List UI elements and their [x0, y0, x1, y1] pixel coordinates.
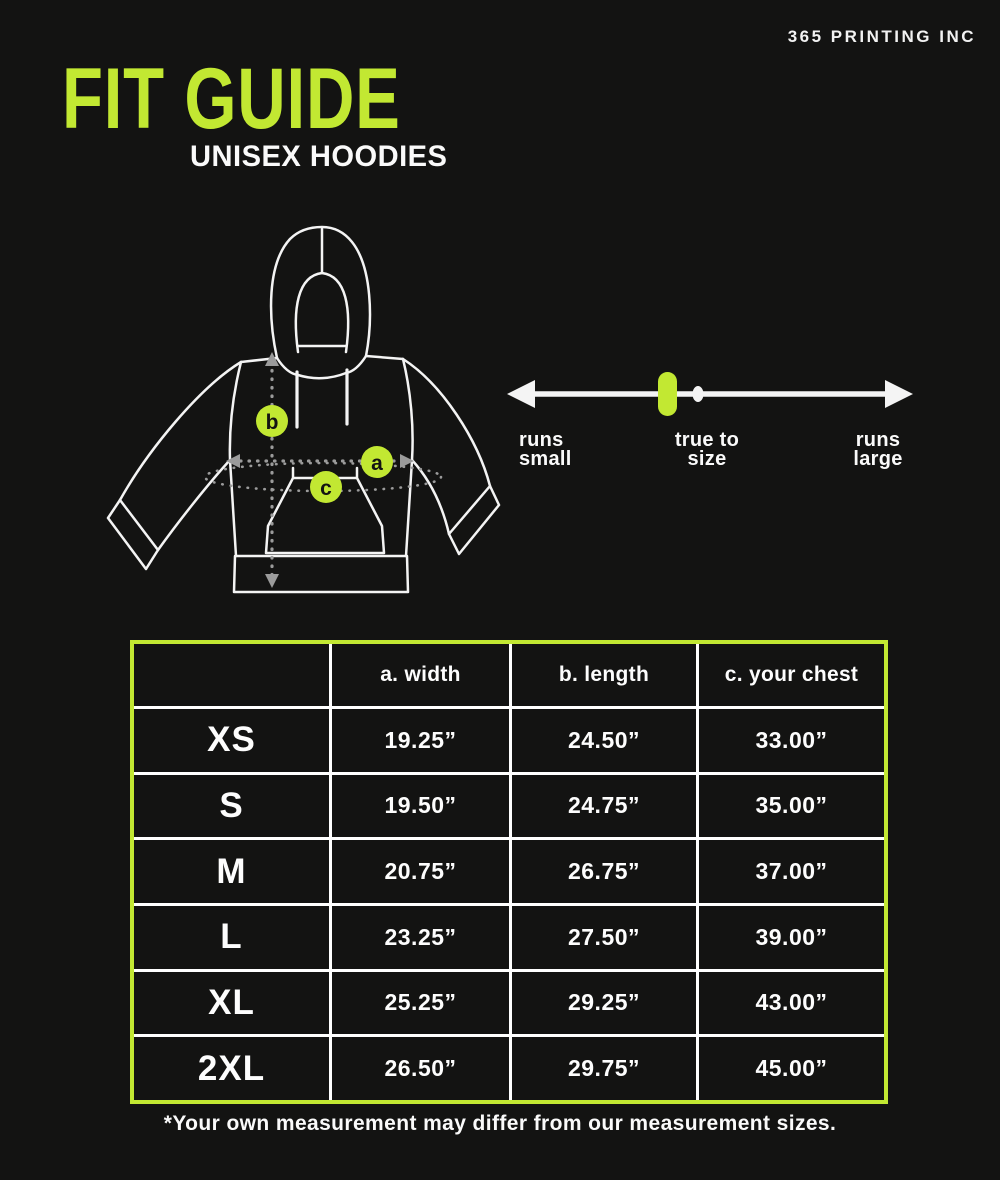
- waistband: [234, 556, 408, 592]
- label-line: large: [853, 448, 903, 470]
- fit-scale-label-runs-large: [803, 431, 953, 469]
- marker-a-letter: a: [371, 452, 383, 475]
- size-label: XL: [134, 972, 329, 1035]
- measurement-value: 33.00”: [699, 709, 884, 772]
- measurement-value: 29.75”: [512, 1037, 696, 1100]
- label-line: size: [687, 448, 727, 470]
- measurement-value: 26.50”: [332, 1037, 509, 1100]
- shoulder-right: [366, 356, 403, 359]
- size-label: XS: [134, 709, 329, 772]
- measurement-value: 24.50”: [512, 709, 696, 772]
- sleeve-left-outer: [120, 362, 241, 500]
- measurement-value: 25.25”: [332, 972, 509, 1035]
- size-label: 2XL: [134, 1037, 329, 1100]
- fit-scale-arrow: [505, 368, 915, 420]
- hood-inner: [296, 273, 348, 352]
- scale-arrow-right: [885, 380, 913, 408]
- neckline: [298, 373, 346, 378]
- cuff-left: [108, 500, 158, 569]
- fit-scale-label-true-to-size: [632, 431, 782, 469]
- label-line: runs: [855, 429, 901, 451]
- measurement-value: 35.00”: [699, 775, 884, 838]
- subtitle: UNISEX HOODIES: [190, 140, 448, 173]
- page-title: FIT GUIDE: [62, 51, 401, 147]
- column-header: c. your chest: [699, 644, 884, 706]
- hood-outer: [271, 227, 370, 358]
- fit-indicator: [658, 372, 677, 416]
- measurement-value: 37.00”: [699, 840, 884, 903]
- cuff-right: [449, 486, 499, 554]
- hood-collar-right: [346, 356, 366, 373]
- hoodie-outline: [108, 227, 499, 592]
- arrow-down: [265, 574, 279, 588]
- brand-name: 365 PRINTING INC: [787, 27, 976, 46]
- scale-arrow-left: [507, 380, 535, 408]
- size-label: L: [134, 906, 329, 969]
- column-header: b. length: [512, 644, 696, 706]
- armhole-left: [230, 362, 241, 460]
- measurement-value: 45.00”: [699, 1037, 884, 1100]
- hoodie-diagram-illustration: [90, 222, 510, 602]
- body-side-left: [230, 460, 236, 556]
- measurement-value: 29.25”: [512, 972, 696, 1035]
- corner-cell: [134, 644, 329, 706]
- measurement-value: 20.75”: [332, 840, 509, 903]
- sleeve-left-inner: [158, 460, 230, 550]
- label-line: small: [519, 448, 572, 470]
- measurement-value: 43.00”: [699, 972, 884, 1035]
- marker-b-letter: b: [265, 411, 279, 434]
- measurement-value: 24.75”: [512, 775, 696, 838]
- marker-c-letter: c: [320, 477, 332, 500]
- measurement-value: 27.50”: [512, 906, 696, 969]
- measurement-value: 26.75”: [512, 840, 696, 903]
- measurement-value: 23.25”: [332, 906, 509, 969]
- hood-collar-left: [277, 358, 298, 375]
- body-side-right: [406, 460, 412, 556]
- size-label: M: [134, 840, 329, 903]
- arrow-left: [226, 454, 240, 468]
- armhole-right: [403, 359, 413, 460]
- measurement-value: 19.25”: [332, 709, 509, 772]
- label-line: true to: [674, 429, 740, 451]
- measurement-value: 19.50”: [332, 775, 509, 838]
- measurement-value: 39.00”: [699, 906, 884, 969]
- fit-scale-label-runs-small: [519, 431, 572, 469]
- size-chart-table: [130, 640, 888, 1104]
- label-line: runs: [519, 429, 564, 451]
- center-tick-dot: [693, 386, 704, 402]
- sleeve-right-outer: [403, 359, 490, 486]
- footnote: *Your own measurement may differ from our measurement sizes.: [163, 1112, 837, 1135]
- marker-badges: [256, 405, 393, 503]
- size-label: S: [134, 775, 329, 838]
- column-header: a. width: [332, 644, 509, 706]
